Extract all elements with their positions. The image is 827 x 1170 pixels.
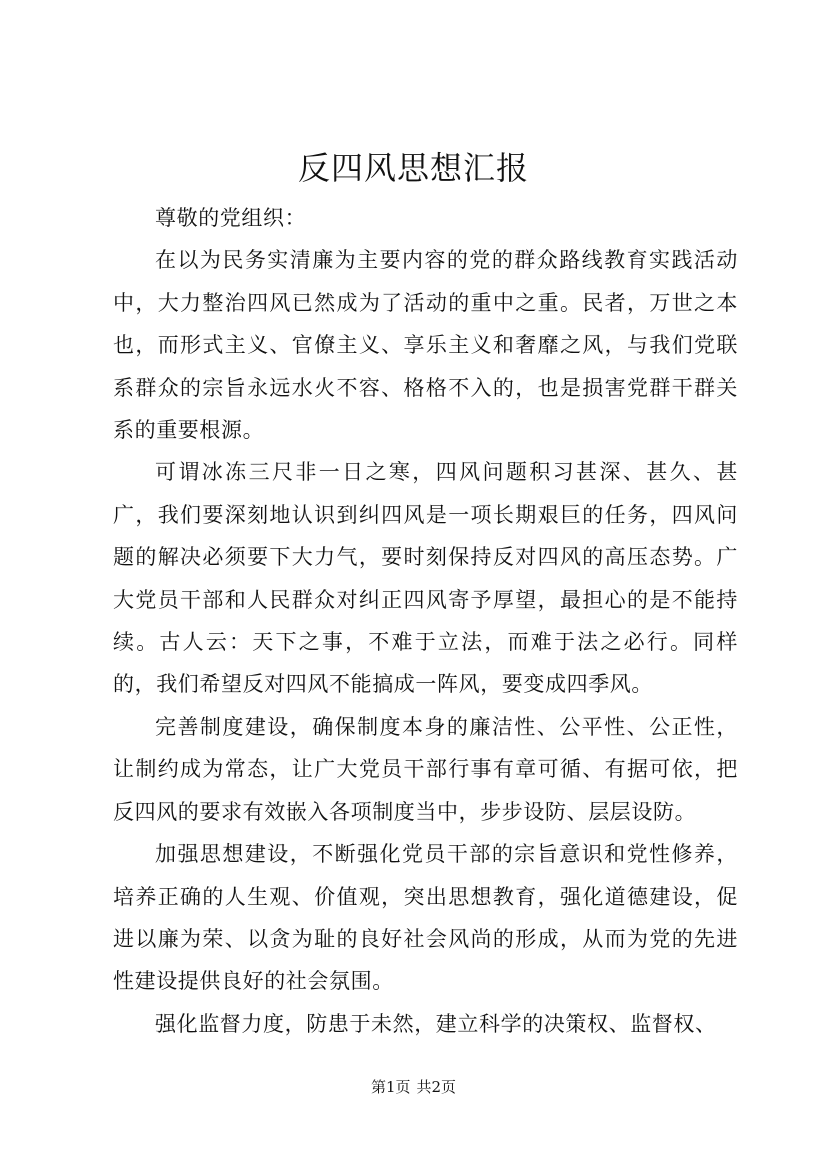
paragraph-1: 在以为民务实清廉为主要内容的党的群众路线教育实践活动中，大力整治四风已然成为了活动的重中之重。民者，万世之本也，而形式主义、官僚主义、享乐主义和奢靡之风，与我们党联系群众的宗旨永远水火不容、格格不入的，也是损害党群干群关系的重要根源。: [113, 248, 738, 443]
paragraph-3: 完善制度建设，确保制度本身的廉洁性、公平性、公正性，让制约成为常态，让广大党员干部行事有章可循、有据可依，把反四风的要求有效嵌入各项制度当中，步步设防、层层设防。: [113, 714, 738, 824]
paragraph-2: 可谓冰冻三尺非一日之寒，四风问题积习甚深、甚久、甚广，我们要深刻地认识到纠四风是一项长期艰巨的任务，四风问题的解决必须要下大力气，要时刻保持反对四风的高压态势。广大党员干部和人民群众对纠正四风寄予厚望，最担心的是不能持续。古人云：天下之事，不难于立法，而难于法之必行。同样的，我们希望反对四风不能搞成一阵风，要变成四季风。: [113, 460, 738, 697]
page-number-current: 第1页: [370, 1078, 411, 1096]
paragraph-4: 加强思想建设，不断强化党员干部的宗旨意识和党性修养，培养正确的人生观、价值观，突出思想教育，强化道德建设，促进以廉为荣、以贪为耻的良好社会风尚的形成，从而为党的先进性建设提供良好的社会氛围。: [113, 842, 738, 994]
document-body: [113, 197, 738, 1045]
page-number-total: 共2页: [416, 1078, 457, 1096]
salutation: 尊敬的党组织：: [155, 206, 307, 230]
page-footer: [0, 1077, 827, 1097]
document-title: 反四风思想汇报: [297, 149, 529, 187]
paragraph-5: 强化监督力度，防患于未然，建立科学的决策权、监督权、: [155, 1011, 717, 1036]
